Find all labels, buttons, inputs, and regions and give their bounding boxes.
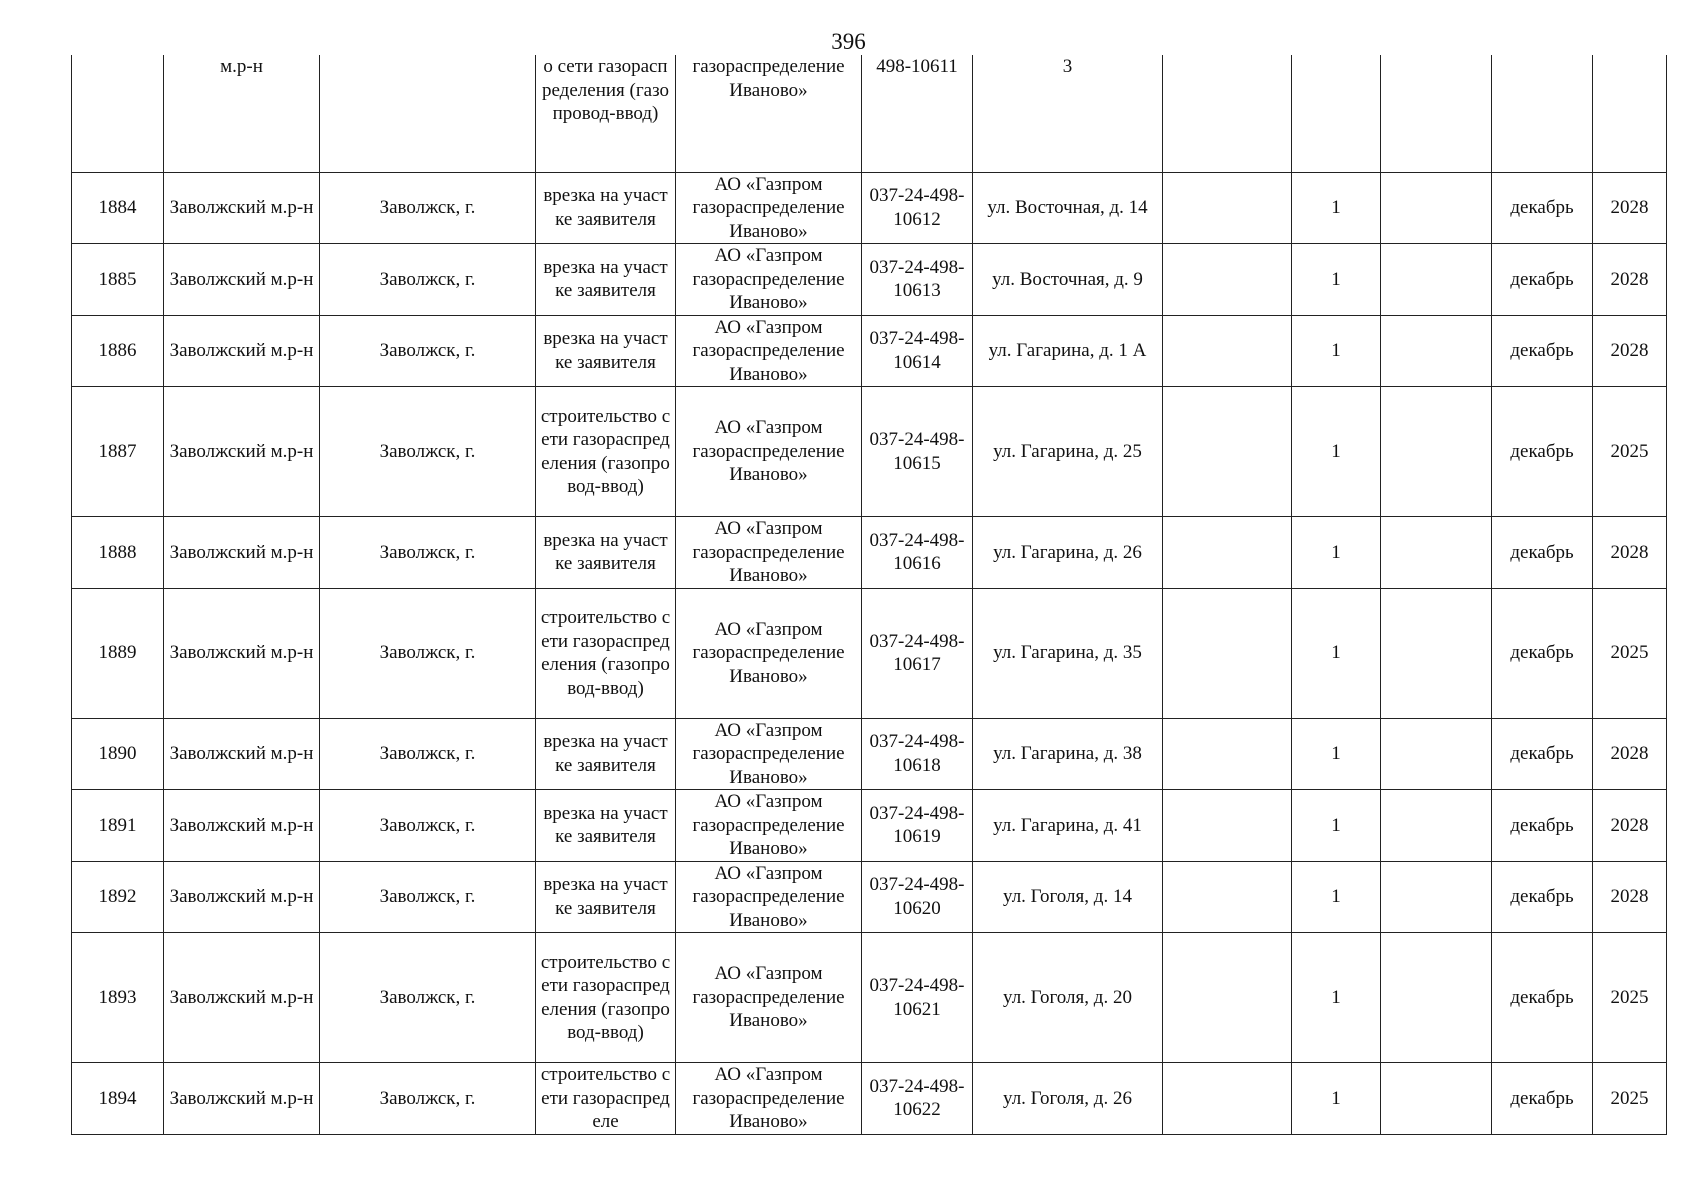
cell-year: 2028 [1593, 790, 1667, 862]
cell-code: 037-24-498-10615 [862, 387, 973, 517]
cell-connection-method: врезка на участке заявителя [536, 172, 676, 244]
cell-operator: АО «Газпром газораспределение Иваново» [676, 790, 862, 862]
cell-locality: Заволжск, г. [320, 933, 536, 1063]
cell-year: 2028 [1593, 315, 1667, 387]
cell-code: 037-24-498-10613 [862, 244, 973, 316]
cell-code: 037-24-498-10618 [862, 718, 973, 790]
cell-connection-method: строительство сети газораспределе [536, 1063, 676, 1135]
cell-month: декабрь [1492, 517, 1593, 589]
cell-district: Заволжский м.р-н [164, 172, 320, 244]
cell-year: 2028 [1593, 861, 1667, 933]
cell-empty [1381, 315, 1492, 387]
cell-connection-method: врезка на участке заявителя [536, 517, 676, 589]
table-row [72, 1063, 1667, 1135]
cell-count: 1 [1292, 790, 1381, 862]
cell-year: 2028 [1593, 517, 1667, 589]
cell-count: 1 [1292, 244, 1381, 316]
cell-locality: Заволжск, г. [320, 387, 536, 517]
cell-month: декабрь [1492, 790, 1593, 862]
cell-empty [1381, 1063, 1492, 1135]
cell-operator: АО «Газпром газораспределение Иваново» [676, 1063, 862, 1135]
cell-month: декабрь [1492, 718, 1593, 790]
cell-code: 037-24-498-10621 [862, 933, 973, 1063]
cell-code: 037-24-498-10617 [862, 588, 973, 718]
cell-address: ул. Гагарина, д. 1 А [973, 315, 1163, 387]
cell-locality: Заволжск, г. [320, 244, 536, 316]
table-row-continued [72, 55, 1667, 172]
cell-number: 1893 [72, 933, 164, 1063]
cell-empty [1163, 387, 1292, 517]
cell-month: декабрь [1492, 244, 1593, 316]
table-row [72, 588, 1667, 718]
cell-locality: Заволжск, г. [320, 315, 536, 387]
cell-locality: Заволжск, г. [320, 790, 536, 862]
cell-district: м.р-н [164, 55, 320, 172]
cell-year: 2025 [1593, 588, 1667, 718]
cell-count: 1 [1292, 1063, 1381, 1135]
cell-connection-method: врезка на участке заявителя [536, 790, 676, 862]
cell-year: 2025 [1593, 1063, 1667, 1135]
cell-empty [1163, 315, 1292, 387]
table-row [72, 790, 1667, 862]
cell-locality: Заволжск, г. [320, 517, 536, 589]
cell-empty [1381, 933, 1492, 1063]
cell-empty [1381, 790, 1492, 862]
cell-year: 2025 [1593, 933, 1667, 1063]
cell-number: 1884 [72, 172, 164, 244]
cell-number: 1885 [72, 244, 164, 316]
cell-count: 1 [1292, 387, 1381, 517]
cell-empty [1163, 1063, 1292, 1135]
cell-empty [1381, 244, 1492, 316]
cell-code: 037-24-498-10622 [862, 1063, 973, 1135]
cell-locality: Заволжск, г. [320, 861, 536, 933]
table-row [72, 517, 1667, 589]
cell-locality: Заволжск, г. [320, 1063, 536, 1135]
cell-connection-method: строительство сети газораспределения (газопровод-ввод) [536, 933, 676, 1063]
cell-address: ул. Гагарина, д. 35 [973, 588, 1163, 718]
cell-address: ул. Восточная, д. 14 [973, 172, 1163, 244]
cell-district: Заволжский м.р-н [164, 588, 320, 718]
cell-empty [1163, 55, 1292, 172]
cell-year: 2028 [1593, 172, 1667, 244]
cell-count: 1 [1292, 517, 1381, 589]
cell-number: 1887 [72, 387, 164, 517]
registry-body [72, 55, 1667, 1134]
table-row [72, 387, 1667, 517]
cell-empty [1163, 718, 1292, 790]
cell-operator: АО «Газпром газораспределение Иваново» [676, 861, 862, 933]
cell-locality: Заволжск, г. [320, 718, 536, 790]
cell-count [1292, 55, 1381, 172]
cell-district: Заволжский м.р-н [164, 315, 320, 387]
cell-count: 1 [1292, 172, 1381, 244]
cell-operator: АО «Газпром газораспределение Иваново» [676, 244, 862, 316]
cell-district: Заволжский м.р-н [164, 244, 320, 316]
cell-number: 1894 [72, 1063, 164, 1135]
cell-address: ул. Гагарина, д. 38 [973, 718, 1163, 790]
cell-month: декабрь [1492, 315, 1593, 387]
cell-address: ул. Гоголя, д. 14 [973, 861, 1163, 933]
cell-code: 037-24-498-10616 [862, 517, 973, 589]
cell-empty [1381, 517, 1492, 589]
cell-empty [1381, 387, 1492, 517]
cell-operator: АО «Газпром газораспределение Иваново» [676, 588, 862, 718]
cell-district: Заволжский м.р-н [164, 1063, 320, 1135]
cell-district: Заволжский м.р-н [164, 718, 320, 790]
cell-number: 1892 [72, 861, 164, 933]
cell-month: декабрь [1492, 933, 1593, 1063]
cell-count: 1 [1292, 315, 1381, 387]
cell-count: 1 [1292, 588, 1381, 718]
cell-month: декабрь [1492, 1063, 1593, 1135]
cell-code: 037-24-498-10619 [862, 790, 973, 862]
cell-district: Заволжский м.р-н [164, 387, 320, 517]
cell-code: 037-24-498-10620 [862, 861, 973, 933]
cell-code: 498-10611 [862, 55, 973, 172]
cell-number: 1886 [72, 315, 164, 387]
cell-connection-method: врезка на участке заявителя [536, 718, 676, 790]
cell-empty [1381, 55, 1492, 172]
table-row [72, 244, 1667, 316]
cell-connection-method: о сети газораспределения (газопровод-ввод) [536, 55, 676, 172]
cell-district: Заволжский м.р-н [164, 790, 320, 862]
cell-empty [1381, 588, 1492, 718]
cell-number: 1888 [72, 517, 164, 589]
cell-empty [1163, 517, 1292, 589]
cell-empty [1163, 172, 1292, 244]
cell-district: Заволжский м.р-н [164, 861, 320, 933]
cell-empty [1163, 790, 1292, 862]
cell-address: ул. Гоголя, д. 26 [973, 1063, 1163, 1135]
table-row [72, 718, 1667, 790]
cell-empty [1381, 172, 1492, 244]
cell-number: 1890 [72, 718, 164, 790]
cell-year: 2028 [1593, 244, 1667, 316]
cell-address: ул. Гагарина, д. 25 [973, 387, 1163, 517]
cell-year: 2028 [1593, 718, 1667, 790]
cell-month: декабрь [1492, 387, 1593, 517]
table-row [72, 933, 1667, 1063]
cell-empty [1163, 861, 1292, 933]
cell-month: декабрь [1492, 172, 1593, 244]
cell-number [72, 55, 164, 172]
cell-month: декабрь [1492, 588, 1593, 718]
cell-year [1593, 55, 1667, 172]
cell-operator: АО «Газпром газораспределение Иваново» [676, 718, 862, 790]
cell-empty [1163, 933, 1292, 1063]
page-number: 396 [831, 29, 866, 54]
cell-connection-method: строительство сети газораспределения (газопровод-ввод) [536, 387, 676, 517]
cell-connection-method: врезка на участке заявителя [536, 861, 676, 933]
cell-month [1492, 55, 1593, 172]
cell-connection-method: врезка на участке заявителя [536, 244, 676, 316]
cell-address: ул. Гагарина, д. 41 [973, 790, 1163, 862]
cell-address: ул. Восточная, д. 9 [973, 244, 1163, 316]
cell-operator: АО «Газпром газораспределение Иваново» [676, 172, 862, 244]
cell-empty [1163, 588, 1292, 718]
cell-year: 2025 [1593, 387, 1667, 517]
table-row [72, 172, 1667, 244]
gasification-registry-table [71, 55, 1667, 1135]
cell-operator: АО «Газпром газораспределение Иваново» [676, 315, 862, 387]
cell-operator: АО «Газпром газораспределение Иваново» [676, 933, 862, 1063]
cell-district: Заволжский м.р-н [164, 517, 320, 589]
cell-connection-method: строительство сети газораспределения (газопровод-ввод) [536, 588, 676, 718]
cell-count: 1 [1292, 861, 1381, 933]
cell-number: 1891 [72, 790, 164, 862]
table-row [72, 315, 1667, 387]
cell-district: Заволжский м.р-н [164, 933, 320, 1063]
cell-count: 1 [1292, 933, 1381, 1063]
cell-address: ул. Гагарина, д. 26 [973, 517, 1163, 589]
cell-address: ул. Гоголя, д. 20 [973, 933, 1163, 1063]
cell-empty [1163, 244, 1292, 316]
cell-locality: Заволжск, г. [320, 588, 536, 718]
cell-operator: газораспределение Иваново» [676, 55, 862, 172]
cell-connection-method: врезка на участке заявителя [536, 315, 676, 387]
cell-address: 3 [973, 55, 1163, 172]
cell-locality [320, 55, 536, 172]
table-row [72, 861, 1667, 933]
cell-month: декабрь [1492, 861, 1593, 933]
cell-operator: АО «Газпром газораспределение Иваново» [676, 517, 862, 589]
cell-operator: АО «Газпром газораспределение Иваново» [676, 387, 862, 517]
cell-count: 1 [1292, 718, 1381, 790]
cell-empty [1381, 861, 1492, 933]
cell-locality: Заволжск, г. [320, 172, 536, 244]
cell-code: 037-24-498-10612 [862, 172, 973, 244]
cell-number: 1889 [72, 588, 164, 718]
cell-code: 037-24-498-10614 [862, 315, 973, 387]
cell-empty [1381, 718, 1492, 790]
